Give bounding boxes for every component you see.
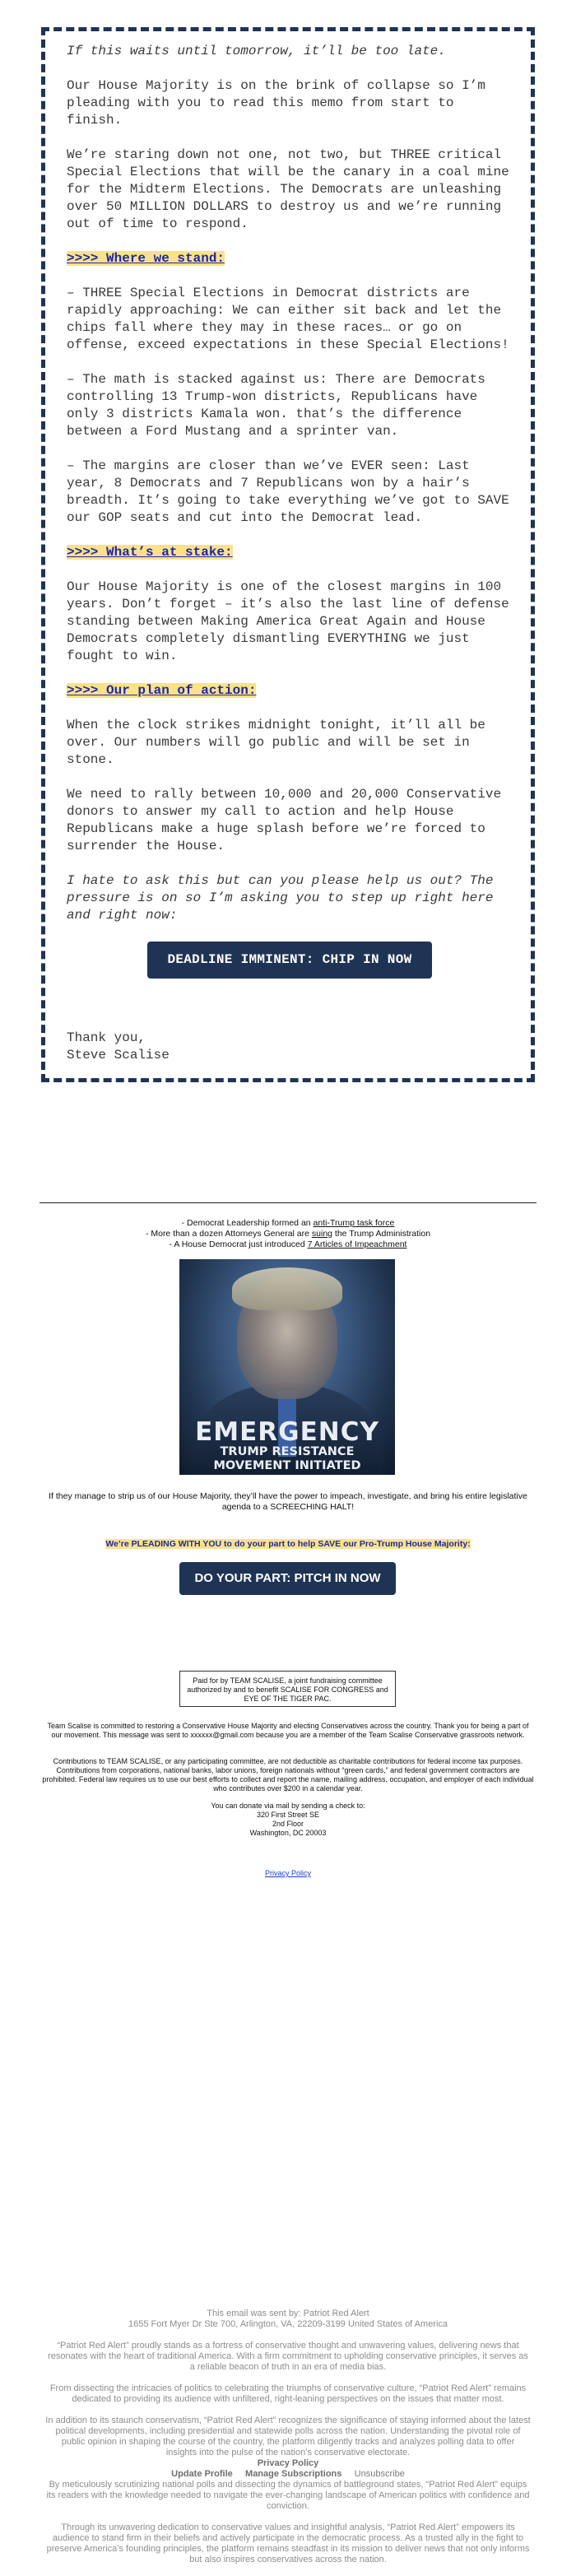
portrait-hair	[232, 1267, 342, 1310]
memo-paragraph: We need to rally between 10,000 and 20,000 Conservative donors to answer my call to action and help House Republicans make a huge splash before we’re forced to surrender the House.	[67, 787, 502, 853]
footer-paragraph: In addition to its staunch conservatism, “Patriot Red Alert” recognizes the significance of staying informed about the latest political developments, including presidential and statewide polls across the nation. Understanding the pivotal role of public opinion in shaping the course of the country, the platform diligently tracks and analyzes polling data to offer insights into the pulse of the nation’s conservative electorate.	[45, 2416, 531, 2457]
news-item: - More than a dozen Attorneys General are suing the Trump Administration	[145, 1229, 431, 1239]
memo-box	[41, 27, 535, 1082]
divider	[39, 1202, 537, 1203]
section-heading-where-we-stand: >>>> Where we stand:	[67, 251, 225, 266]
footer-privacy-link[interactable]: Privacy Policy	[257, 2458, 319, 2468]
paid-for-box: Paid for by TEAM SCALISE, a joint fundraising committee authorized by and to benefit SCALISE FOR CONGRESS and EYE OF THE TIGER PAC.	[179, 1671, 396, 1707]
memo-paragraph: When the clock strikes midnight tonight, it’ll all be over. Our numbers will go public and will be set in stone.	[67, 718, 485, 767]
chip-in-button[interactable]: DEADLINE IMMINENT: CHIP IN NOW	[147, 942, 431, 979]
memo-paragraph: We’re staring down not one, not two, but THREE critical Special Elections that will be the canary in a coal mine for the Midterm Elections. The Democrats are unleashing over 50 MILLION DOLLARS to destroy us and we’re running out of time to respond.	[67, 147, 509, 231]
footer-paragraph: From dissecting the intricacies of politics to celebrating the triumphs of conservative culture, “Patriot Red Alert” remains dedicated to providing its audience with unfiltered, right-leaning perspectives on the issues that matter most.	[49, 2383, 527, 2404]
manage-subscriptions-link[interactable]: Manage Subscriptions	[245, 2469, 342, 2479]
footer-paragraph: “Patriot Red Alert” proudly stands as a fortress of conservative thought and unwavering values, delivering news that resonates with the heart of traditional America. With a firm commitment to upholding conservative principles, it serves as a reliable beacon of truth in an era of media bias.	[48, 2341, 528, 2372]
memo-paragraph: Our House Majority is one of the closest margins in 100 years. Don’t forget – it’s also the last line of defense standing between Making America Great Again and House Democrats completely dismantling EVERYTHING we just fought to win.	[67, 579, 509, 663]
banner-subline: TRUMP RESISTANCE MOVEMENT INITIATED	[213, 1445, 361, 1472]
section-heading-plan-of-action: >>>> Our plan of action:	[67, 683, 257, 698]
update-profile-link[interactable]: Update Profile	[171, 2469, 233, 2479]
banner-headline: EMERGENCY	[195, 1417, 379, 1447]
legal-commitment: Team Scalise is committed to restoring a Conservative House Majority and electing Conservatives across the country. Thank you for being a part of our movement. This message was sent to xxxxxx@gmail.com because you are a member of the Team Scalise Conservative grassroots network.	[47, 1722, 529, 1739]
sender-address: 1655 Fort Myer Dr Ste 700, Arlington, VA, 22209-3199 United States of America	[128, 2319, 448, 2329]
plead-highlight: We’re PLEADING WITH YOU to do your part to help SAVE our Pro-Trump House Majority:	[105, 1539, 471, 1549]
footer	[45, 2309, 531, 2576]
footer-paragraph: By meticulously scrutinizing national polls and dissecting the dynamics of battleground states, “Patriot Red Alert” equips its readers with the knowledge needed to navigate the ever-changing landscape of American politics with confidence and conviction.	[46, 2480, 530, 2511]
pitch-in-button[interactable]: DO YOUR PART: PITCH IN NOW	[179, 1562, 396, 1595]
sent-by: This email was sent by: Patriot Red Alert	[207, 2309, 369, 2318]
suing-link[interactable]: suing	[311, 1229, 332, 1239]
anti-trump-task-force-link[interactable]: anti-Trump task force	[313, 1218, 395, 1228]
memo-ask: I hate to ask this but can you please help us out? The pressure is on so I’m asking you to step up right here and right now:	[67, 873, 494, 923]
memo-paragraph: Our House Majority is on the brink of collapse so I’m pleading with you to read this memo from start to finish.	[67, 78, 485, 128]
privacy-policy-link[interactable]: Privacy Policy	[264, 1869, 311, 1877]
signature: Steve Scalise	[67, 1048, 170, 1062]
articles-of-impeachment-link[interactable]: 7 Articles of Impeachment	[307, 1239, 407, 1249]
unsubscribe-link[interactable]: Unsubscribe	[354, 2469, 405, 2479]
memo-paragraph: – The margins are closer than we’ve EVER seen: Last year, 8 Democrats and 7 Republicans won by a hair’s breadth. It’s going to take everything we’ve got to SAVE our GOP seats and cut into the Democrat lead.	[67, 458, 509, 525]
news-item: - A House Democrat just introduced 7 Articles of Impeachment	[169, 1239, 407, 1249]
impeach-caption: If they manage to strip us of our House Majority, they’ll have the power to impeach, investigate, and bring his entire legislative agenda to a SCREECHING HALT!	[49, 1491, 527, 1512]
news-item: - Democrat Leadership formed an anti-Trump task force	[181, 1218, 395, 1228]
news-list	[41, 1218, 535, 1250]
memo-opener: If this waits until tomorrow, it’ll be too late.	[67, 44, 446, 58]
emergency-banner-image[interactable]	[179, 1259, 395, 1475]
memo-paragraph: – The math is stacked against us: There are Democrats controlling 13 Trump-won districts, Republicans have only 3 districts Kamala won. that’s the difference between a Ford Mustang and a sprinter van.	[67, 372, 485, 439]
mail-donation: You can donate via mail by sending a check to: 320 First Street SE 2nd Floor Washington, DC 20003	[211, 1802, 365, 1837]
section-heading-whats-at-stake: >>>> What’s at stake:	[67, 545, 233, 560]
signature-block	[67, 1030, 513, 1064]
legal-contributions: Contributions to TEAM SCALISE, or any participating committee, are not deductible as charitable contributions for federal income tax purposes. Contributions from corporations, national banks, labor unions, foreign nationals without “green cards,” and federal government contractors are prohibited. Federal law requires us to use our best efforts to collect and report the name, mailing address, occupation, and employer of each individual who contributes over $200 in a calendar year.	[42, 1757, 534, 1793]
memo-paragraph: – THREE Special Elections in Democrat districts are rapidly approaching: We can either sit back and let the chips fall where they may in these races… or go on offense, exceed expectations in these Special Elections!	[67, 286, 509, 352]
footer-paragraph: Through its unwavering dedication to conservative values and insightful analysis, “Patriot Red Alert” empowers its audience to stand firm in their beliefs and actively participate in the democratic process. As a trusted ally in the fight to preserve America’s founding principles, the platform remains steadfast in its mission to deliver news that not only informs but also inspires conservatives across the nation.	[46, 2523, 530, 2564]
closing: Thank you,	[67, 1030, 146, 1045]
